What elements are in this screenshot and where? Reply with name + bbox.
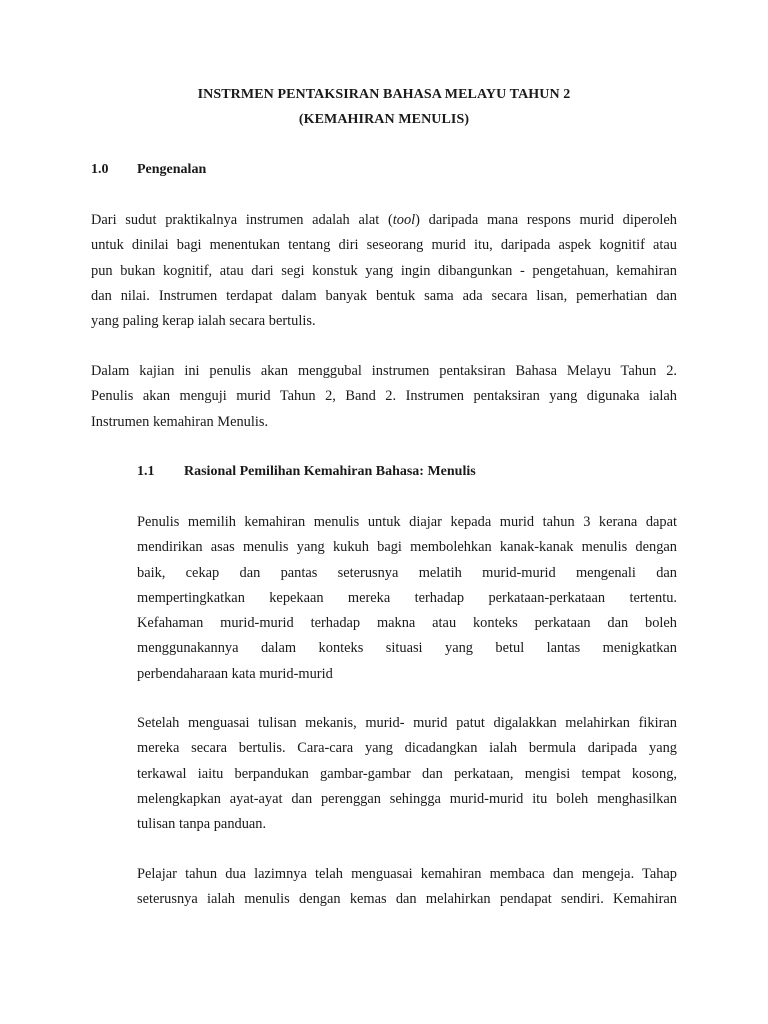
paragraph-line: baik, cekap dan pantas seterusnya melatih murid-murid mengenali dan [137,564,677,581]
text-run: Dari sudut praktikalnya instrumen adalah alat ( [91,212,393,228]
subsection-number: 1.1 [137,464,155,479]
paragraph-line: mempertingkatkan kepekaan mereka terhadap perkataan-perkataan tertentu. [137,589,677,606]
paragraph-line: menggunakannya dalam konteks situasi yang betul lantas menigkatkan [137,640,677,657]
paragraph-line: melengkapkan ayat-ayat dan perenggan sehingga murid-murid itu boleh menghasilkan [137,790,677,807]
section-heading: Pengenalan [137,162,207,177]
paragraph-line: mereka secara bertulis. Cara-cara yang dicadangkan ialah bermula daripada yang [137,740,677,757]
text-run: ) daripada mana respons murid diperoleh [415,212,677,228]
paragraph-line: Pelajar tahun dua lazimnya telah menguasai kemahiran membaca dan mengeja. Tahap [137,866,677,882]
paragraph-introduction [91,208,677,334]
paragraph-rationale [137,510,677,687]
paragraph-line: untuk dinilai bagi menentukan tentang diri seseorang murid itu, daripada aspek kognitif atau [91,237,677,254]
paragraph-line: dan nilai. Instrumen terdapat dalam banyak bentuk sama ada secara lisan, pemerhatian dan [91,287,677,304]
paragraph-line: tulisan tanpa panduan. [137,816,267,833]
italic-term: tool [392,212,416,228]
paragraph-line [91,208,677,233]
paragraph-line: Setelah menguasai tulisan mekanis, murid- murid patut digalakkan melahirkan fikiran [137,715,677,731]
paragraph-line: mendirikan asas menulis yang kukuh bagi membolehkan kanak-kanak menulis dengan [137,539,677,556]
paragraph-line: perbendaharaan kata murid-murid [137,665,333,682]
paragraph-study [91,359,677,435]
paragraph-line: yang paling kerap ialah secara bertulis. [91,313,316,330]
paragraph-line: Kefahaman murid-murid terhadap makna atau konteks perkataan dan boleh [137,615,677,632]
paragraph-mechanical-writing [137,711,677,837]
paragraph-line: Penulis memilih kemahiran menulis untuk diajar kepada murid tahun 3 kerana dapat [137,514,677,530]
section-number: 1.0 [91,162,109,177]
paragraph-line: Penulis akan menguji murid Tahun 2, Band 2. Instrumen pentaksiran yang digunaka ialah [91,388,677,405]
paragraph-year-two [137,862,677,913]
document-subtitle: (KEMAHIRAN MENULIS) [298,112,470,127]
paragraph-line: Dalam kajian ini penulis akan menggubal instrumen pentaksiran Bahasa Melayu Tahun 2. [91,363,677,379]
paragraph-line: pun bukan kognitif, atau dari segi konstuk yang ingin dibangunkan - pengetahuan, kemahiran [91,262,677,279]
paragraph-line: Instrumen kemahiran Menulis. [91,413,269,430]
paragraph-line: terkawal iaitu berpandukan gambar-gambar dan perkataan, mengisi tempat kosong, [137,765,677,782]
paragraph-line: seterusnya ialah menulis dengan kemas dan melahirkan pendapat sendiri. Kemahiran [137,891,677,908]
document-title: INSTRMEN PENTAKSIRAN BAHASA MELAYU TAHUN 2 [197,87,571,102]
subsection-heading: Rasional Pemilihan Kemahiran Bahasa: Menulis [184,464,476,479]
